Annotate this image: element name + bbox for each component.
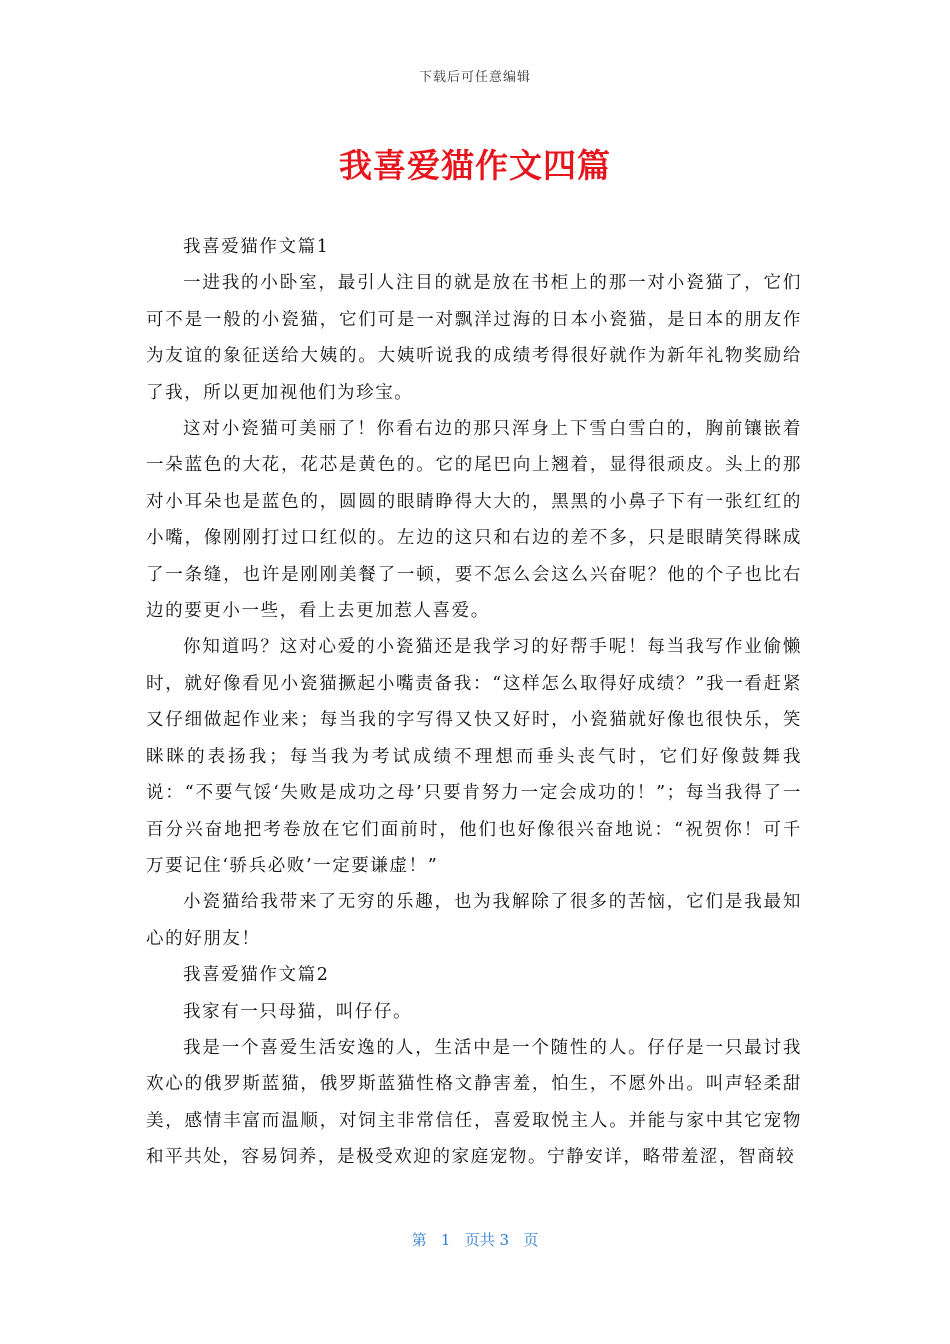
document-title: 我喜爱猫作文四篇 [339,146,611,185]
section-heading-1: 我喜爱猫作文篇1 [183,237,330,257]
page-footer [0,1229,950,1250]
paragraph: 一进我的小卧室，最引人注目的就是放在书柜上的那一对小瓷猫了，它们可不是一般的小瓷猫，它们可是一对飘洋过海的日本小瓷猫，是日本的朋友作为友谊的象征送给大姨的。大姨听说我的成绩考得很好就作为新年礼物奖励给了我，所以更加视他们为珍宝。 [146,273,802,403]
paragraph: 你知道吗？这对心爱的小瓷猫还是我学习的好帮手呢！每当我写作业偷懒时，就好像看见小瓷猫撅起小嘴责备我：“这样怎么取得好成绩？”我一看赶紧又仔细做起作业来；每当我的字写得又快又好时，小瓷猫就好像也很快乐，笑眯眯的表扬我；每当我为考试成绩不理想而垂头丧气时，它们好像鼓舞我说：“不要气馁‘失败是成功之母’只要肯努力一定会成功的！”；每当我得了一百分兴奋地把考卷放在它们面前时，他们也好像很兴奋地说：“祝贺你！可千万要记住‘骄兵必败’一定要谦虚！” [146,637,802,876]
footer-page-end: 页 [523,1231,539,1249]
paragraph: 我是一个喜爱生活安逸的人，生活中是一个随性的人。仔仔是一只最讨我欢心的俄罗斯蓝猫，俄罗斯蓝猫性格文静害羞，怕生，不愿外出。叫声轻柔甜美，感情丰富而温顺，对饲主非常信任，喜爱取悦主人。并能与家中其它宠物和平共处，容易饲养，是极受欢迎的家庭宠物。宁静安详，略带羞涩，智商较 [146,1037,802,1168]
footer-page-number: 1 [440,1231,451,1249]
section-heading-2: 我喜爱猫作文篇2 [183,965,330,986]
paragraph: 我家有一只母猫，叫仔仔。 [183,1001,413,1022]
paragraph: 这对小瓷猫可美丽了！你看右边的那只浑身上下雪白雪白的，胸前镶嵌着一朵蓝色的大花，花芯是黄色的。它的尾巴向上翘着，显得很顽皮。头上的那对小耳朵也是蓝色的，圆圆的眼睛睁得大大的，黑黑的小鼻子下有一张红红的小嘴，像刚刚打过口红似的。左边的这只和右边的差不多，只是眼睛笑得眯成了一条缝，也许是刚刚美餐了一顿，要不怎么会这么兴奋呢？他的个子也比右边的要更小一些，看上去更加惹人喜爱。 [146,419,802,622]
paragraph: 小瓷猫给我带来了无穷的乐趣，也为我解除了很多的苦恼，它们是我最知心的好朋友！ [146,892,802,949]
footer-page-word: 第 [411,1231,427,1249]
document-body [146,229,802,1176]
footer-page-total: 3 [499,1231,510,1249]
header-note: 下载后可任意编辑 [418,70,531,85]
footer-page-mid: 页共 [464,1231,495,1249]
